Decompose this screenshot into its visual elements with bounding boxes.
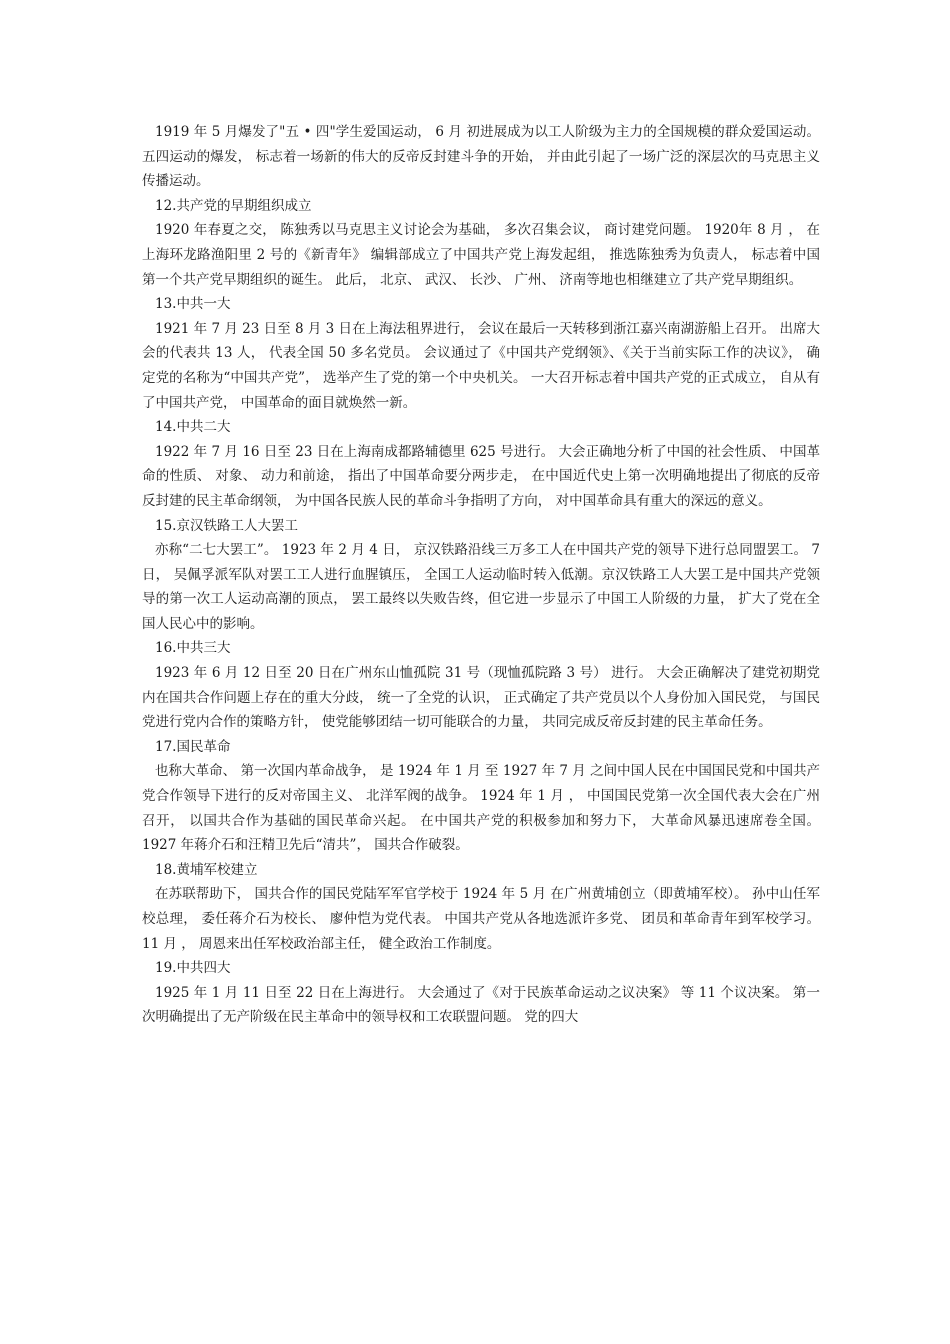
section-body-18: 在苏联帮助下， 国共合作的国民党陆军军官学校于 1924 年 5 月 在广州黄埔创立（即黄埔军校）。 孙中山任军校总理， 委任蒋介石为校长、 廖仲恺为党代表。 中国共产党从各地选派许多党、 团员和革命青年到军校学习。 11 月 ， 周恩来出任军校政治部主任， 健全政治工作制度。 bbox=[142, 886, 820, 952]
section-body-13: 1921 年 7 月 23 日至 8 月 3 日在上海法租界进行， 会议在最后一天转移到浙江嘉兴南湖游船上召开。 出席大会的代表共 13 人， 代表全国 50 多名党员。 会议通过了《中国共产党纲领》、《关于当前实际工作的决议》， 确定党的名称为“中国共产党”， 选举产生了党的第一个中央机关。 一大召开标志着中国共产党的正式成立， 自从有了中国共产党， 中国革命的面目就焕然一新。 bbox=[142, 320, 820, 411]
section-heading-15: 15.京汉铁路工人大罢工 bbox=[155, 517, 298, 534]
section-body-19: 1925 年 1 月 11 日至 22 日在上海进行。 大会通过了《对于民族革命运动之议决案》 等 11 个议决案。 第一次明确提出了无产阶级在民主革命中的领导权和工农联盟问题。 党的四大 bbox=[142, 984, 820, 1026]
section-heading-18: 18.黄埔军校建立 bbox=[155, 861, 258, 878]
section-heading-14: 14.中共二大 bbox=[155, 419, 231, 436]
section-heading-17: 17.国民革命 bbox=[155, 738, 231, 755]
section-body-14: 1922 年 7 月 16 日至 23 日在上海南成都路辅德里 625 号进行。 大会正确地分析了中国的社会性质、 中国革命的性质、 对象、 动力和前途， 指出了中国革命要分两步走， 在中国近代史上第一次明确地提出了彻底的反帝反封建的民主革命纲领， 为中国各民族人民的革命斗争指明了方向， 对中国革命具有重大的深远的意义。 bbox=[142, 443, 820, 509]
section-heading-19: 19.中共四大 bbox=[155, 960, 231, 977]
section-body-16: 1923 年 6 月 12 日至 20 日在广州东山恤孤院 31 号（现恤孤院路 3 号） 进行。 大会正确解决了建党初期党内在国共合作问题上存在的重大分歧， 统一了全党的认识， 正式确定了共产党员以个人身份加入国民党， 与国民党进行党内合作的策略方针， 使党能够团结一切可能联合的力量， 共同完成反帝反封建的民主革命任务。 bbox=[142, 665, 820, 731]
section-heading-13: 13.中共一大 bbox=[155, 296, 231, 313]
intro-paragraph: 1919 年 5 月爆发了"五 • 四"学生爱国运动， 6 月 初进展成为以工人阶级为主力的全国规模的群众爱国运动。 五四运动的爆发， 标志着一场新的伟大的反帝反封建斗争的开始， 并由此引起了一场广泛的深层次的马克思主义传播运动。 bbox=[142, 124, 820, 190]
section-body-15: 亦称“二七大罢工”。 1923 年 2 月 4 日， 京汉铁路沿线三万多工人在中国共产党的领导下进行总同盟罢工。 7 日， 吴佩孚派军队对罢工工人进行血腥镇压， 全国工人运动临时转入低潮。京汉铁路工人大罢工是中国共产党领导的第一次工人运动高潮的顶点， 罢工最终以失败告终，但它进一步显示了中国工人阶级的力量， 扩大了党在全国人民心中的影响。 bbox=[142, 542, 820, 632]
section-heading-16: 16.中共三大 bbox=[155, 640, 231, 657]
document-page bbox=[142, 120, 820, 1030]
section-heading-12: 12.共产党的早期组织成立 bbox=[155, 197, 312, 214]
section-body-12: 1920 年春夏之交， 陈独秀以马克思主义讨论会为基础， 多次召集会议， 商讨建党问题。 1920年 8 月 ， 在上海环龙路渔阳里 2 号的《新青年》 编辑部成立了中国共产党上海发起组， 推选陈独秀为负责人， 标志着中国第一个共产党早期组织的诞生。 此后， 北京、 武汉、 长沙、 广州、 济南等地也相继建立了共产党早期组织。 bbox=[142, 222, 820, 288]
section-body-17: 也称大革命、 第一次国内革命战争， 是 1924 年 1 月 至 1927 年 7 月 之间中国人民在中国国民党和中国共产党合作领导下进行的反对帝国主义、 北洋军阀的战争。 1924 年 1 月 ， 中国国民党第一次全国代表大会在广州召开， 以国共合作为基础的国民革命兴起。 在中国共产党的积极参加和努力下， 大革命风暴迅速席卷全国。 1927 年蒋介石和汪精卫先后“清共”， 国共合作破裂。 bbox=[142, 763, 820, 854]
